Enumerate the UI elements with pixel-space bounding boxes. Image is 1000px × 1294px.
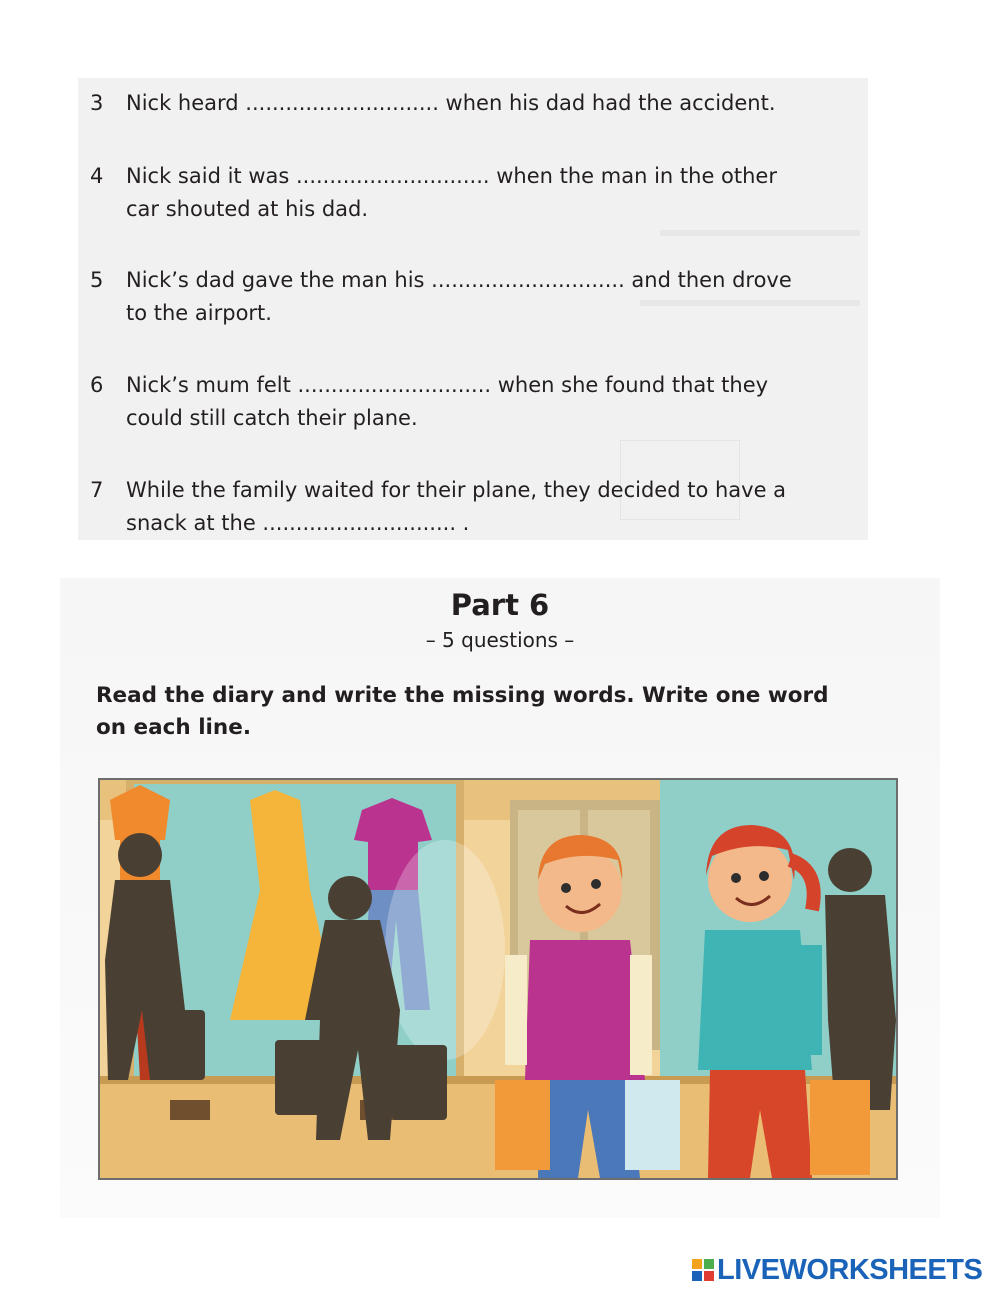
question-number: 5	[90, 268, 104, 292]
question-text: Nick’s dad gave the man his ............................. and then drove	[126, 268, 792, 292]
question-text: Nick’s mum felt ............................. when she found that they	[126, 373, 769, 397]
part-subtitle: – 5 questions –	[425, 628, 575, 652]
question-number: 6	[90, 373, 104, 397]
question-text-continued: snack at the ............................. .	[126, 511, 470, 535]
question-number: 4	[90, 164, 104, 188]
question-text-continued: could still catch their plane.	[126, 406, 418, 430]
part-title: Part 6	[450, 588, 550, 622]
bleed-through-mark	[660, 230, 860, 236]
part-instruction: Read the diary and write the missing words. Write one word on each line.	[96, 683, 829, 740]
shopping-scene-illustration	[98, 778, 898, 1180]
brand-logo[interactable]	[692, 1254, 982, 1286]
question-text: Nick heard ............................. when his dad had the accident.	[126, 91, 776, 115]
question-number: 7	[90, 478, 104, 502]
liveworksheets-logo-icon	[692, 1259, 714, 1281]
brand-name: LIVEWORKSHEETS	[717, 1253, 983, 1286]
question-number: 3	[90, 91, 104, 115]
question-text: While the family waited for their plane, they decided to have a	[126, 478, 787, 502]
question-text: Nick said it was ............................. when the man in the other	[126, 164, 777, 188]
bleed-through-mark	[640, 300, 860, 306]
question-text-continued: car shouted at his dad.	[126, 197, 369, 221]
question-text-continued: to the airport.	[126, 301, 272, 325]
